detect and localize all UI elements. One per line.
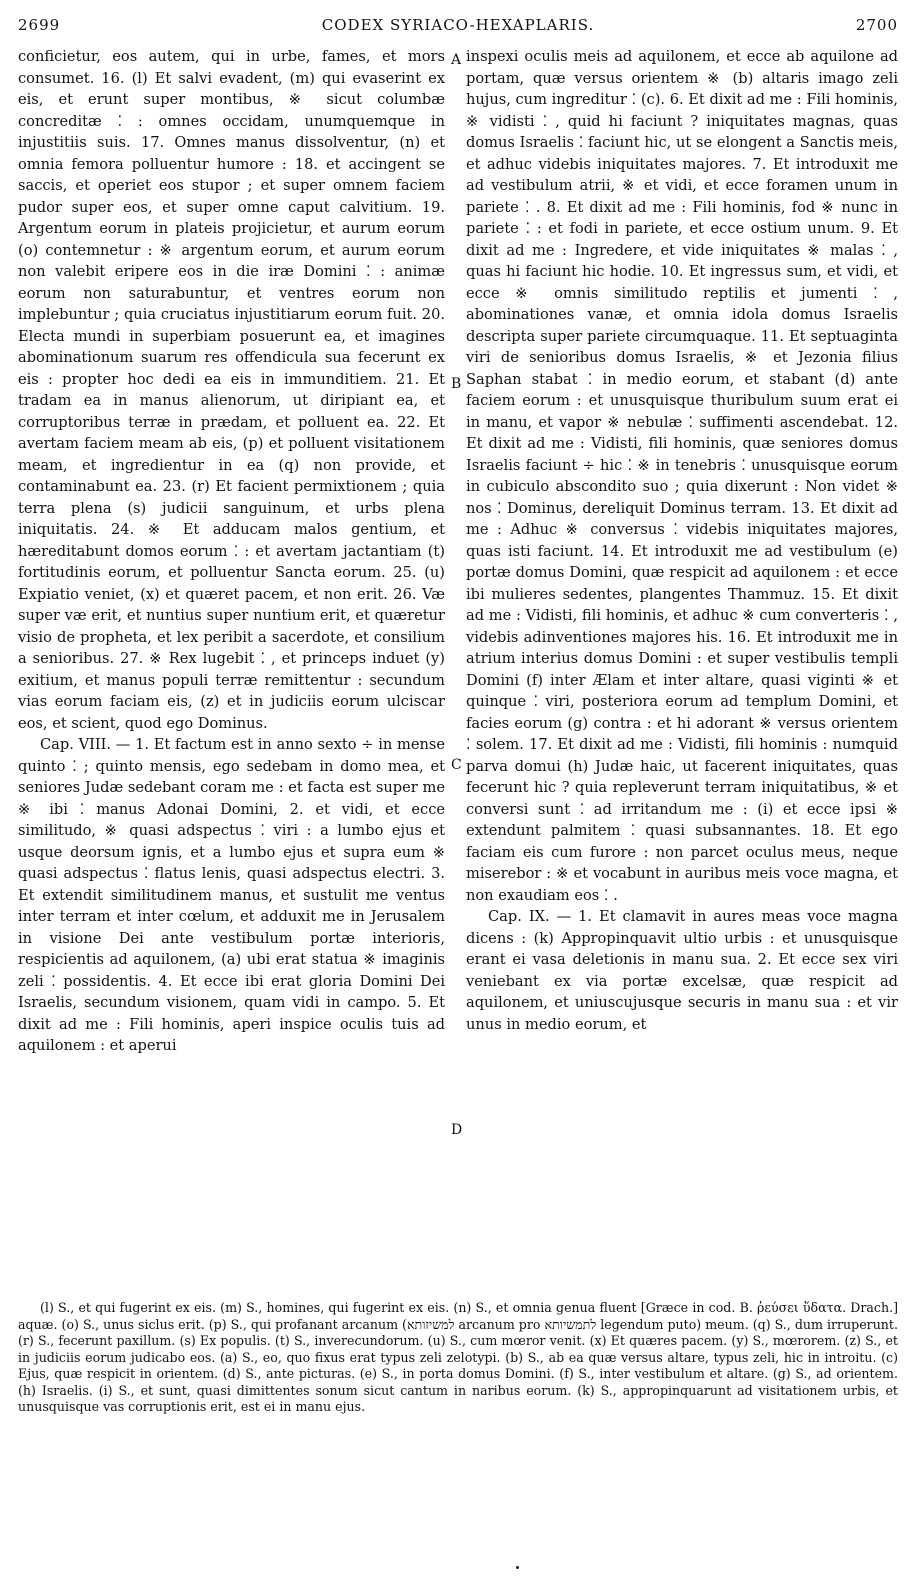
margin-mark-d: D xyxy=(451,1122,463,1138)
margin-mark-a: A xyxy=(451,52,462,68)
left-column xyxy=(18,46,445,1057)
page-number-right: 2700 xyxy=(855,16,898,34)
right-column xyxy=(466,46,898,1035)
stray-dot xyxy=(516,1566,519,1569)
footnotes-text: (l) S., et qui fugerint ex eis. (m) S., homines, qui fugerint ex eis. (n) S., et omnia genua fluent [Græce in cod. B. ῥεύσει ὕδατα. Drach.] aquæ. (o) S., unus siclus erit. (p) S., qui profanant arcanum (למשיזותא arcanum pro לתמשיותא legendum puto) meum. (q) S., dum irruperunt. (r) S., fecerunt paxillum. (s) Ex populis. (t) S., inverecundorum. (u) S., cum mœror venit. (x) Et quæres pacem. (y) S., mœrorem. (z) S., et in judiciis eorum judicabo eos. (a) S., eo, quo fixus erat typus zeli zelotypi. (b) S., ab ea quæ versus altare, typus zeli, hic in introitu. (c) Ejus, quæ respicit in orientem. (d) S., ante picturas. (e) S., in porta domus Domini. (f) S., inter vestibulum et altare. (g) S., ad orientem. (h) Israelis. (i) S., et sunt, quasi dimittentes sonum sicut cantum in naribus eorum. (k) S., appropinquarunt ad visitationem urbis, et unusquisque vas corruptionis erit, est ei in manu ejus. xyxy=(18,1300,898,1414)
page-number-left: 2699 xyxy=(18,16,61,34)
footnotes xyxy=(18,1300,898,1416)
left-paragraph-chapter-vii: conficietur, eos autem, qui in urbe, fames, et mors consumet. 16. (l) Et salvi evadent, (m) qui evaserint ex eis, et erunt super montibus, ※ sicut columbæ concreditæ ⁚ : omnes occidam, unumquemque in injustitiis suis. 17. Omnes manus dissolventur, (n) et omnia femora polluentur humore : 18. et accingent se saccis, et operiet eos stupor ; et super omnem faciem pudor super eos, et super omne caput calvitium. 19. Argentum eorum in plateis projicietur, et aurum eorum (o) contemnetur : ※ argentum eorum, et aurum eorum non valebit eripere eos in die iræ Domini ⁚ : animæ eorum non saturabuntur, et ventres eorum non implebuntur ; quia cruciatus injustitiarum eorum fuit. 20. Electa mundi in superbiam posuerunt ea, et imagines abominationum suarum res offendicula sua fecerunt ex eis : propter hoc dedi ea eis in immunditiem. 21. Et tradam ea in manus alienorum, ut diripiant ea, et corruptoribus terræ in prædam, et polluent ea. 22. Et avertam faciem meam ab eis, (p) et polluent visitationem meam, et ingredientur in ea (q) non provide, et contaminabunt ea. 23. (r) Et facient permixtionem ; quia terra plena (s) judicii sanguinum, et urbs plena iniquitatis. 24. ※ Et adducam malos gentium, et hæreditabunt domos eorum ⁚ : et avertam jactantiam (t) fortitudinis eorum, et polluentur Sancta eorum. 25. (u) Expiatio veniet, (x) et quæret pacem, et non erit. 26. Væ super væ erit, et nuntius super nuntium erit, et quæretur visio de propheta, et lex peribit a sacerdote, et consilium a senioribus. 27. ※ Rex lugebit ⁚ , et princeps induet (y) exitium, et manus populi terræ remittentur : secundum vias eorum faciam eis, (z) et in judiciis eorum ulciscar eos, et scient, quod ego Dominus. xyxy=(18,48,445,732)
left-paragraph-chapter-viii: Cap. VIII. — 1. Et factum est in anno sexto ÷ in mense quinto ⁚ ; quinto mensis, ego sedebam in domo mea, et seniores Judæ sedebant coram me : et facta est super me ※ ibi ⁚ manus Adonai Domini, 2. et vidi, et ecce similitudo, ※ quasi adspectus ⁚ viri : a lumbo ejus et usque deorsum ignis, et a lumbo ejus et supra eum ※ quasi adspectus ⁚ flatus lenis, quasi adspectus electri. 3. Et extendit similitudinem manus, et sustulit me ventus inter terram et inter cœlum, et adduxit me in Jerusalem in visione Dei ante vestibulum portæ interioris, respicientis ad aquilonem, (a) ubi erat statua ※ imaginis zeli ⁚ possidentis. 4. Et ecce ibi erat gloria Domini Dei Israelis, secundum visionem, quam vidi in campo. 5. Et dixit ad me : Fili hominis, aperi inspice oculis tuis ad aquilonem : et aperui xyxy=(18,736,445,1054)
right-paragraph-chapter-viii: inspexi oculis meis ad aquilonem, et ecce ab aquilone ad portam, quæ versus orientem ※ (b) altaris imago zeli hujus, cum ingreditur ⁚ (c). 6. Et dixit ad me : Fili hominis, ※ vidisti ⁚ , quid hi faciunt ? iniquitates magnas, quas domus Israelis ⁚ faciunt hic, ut se elongent a Sanctis meis, et adhuc videbis iniquitates majores. 7. Et introduxit me ad vestibulum atrii, ※ et vidi, et ecce foramen unum in pariete ⁚ . 8. Et dixit ad me : Fili hominis, fod ※ nunc in pariete ⁚ : et fodi in pariete, et ecce ostium unum. 9. Et dixit ad me : Ingredere, et vide iniquitates ※ malas ⁚ , quas hi faciunt hic hodie. 10. Et ingressus sum, et vidi, et ecce ※ omnis similitudo reptilis et jumenti ⁚ , abominationes vanæ, et omnia idola domus Israelis descripta super pariete circumquaque. 11. Et septuaginta viri de senioribus domus Israelis, ※ et Jezonia filius Saphan stabat ⁚ in medio eorum, et stabant (d) ante faciem eorum : et unusquisque thuribulum suum erat ei in manu, et vapor ※ nebulæ ⁚ suffimenti ascendebat. 12. Et dixit ad me : Vidisti, fili hominis, quæ seniores domus Israelis faciunt ÷ hic ⁚ ※ in tenebris ⁚ unusquisque eorum in cubiculo abscondito suo ; quia dixerunt : Non videt ※ nos ⁚ Dominus, dereliquit Dominus terram. 13. Et dixit ad me : Adhuc ※ conversus ⁚ videbis iniquitates majores, quas isti faciunt. 14. Et introduxit me ad vestibulum (e) portæ domus Domini, quæ respicit ad aquilonem : et ecce ibi mulieres sedentes, plangentes Thammuz. 15. Et dixit ad me : Vidisti, fili hominis, et adhuc ※ cum converteris ⁚ , videbis adinventiones majores his. 16. Et introduxit me in atrium interius domus Domini : et super vestibulis templi Domini (f) inter Ælam et inter altare, quasi viginti ※ et quinque ⁚ viri, posteriora eorum ad templum Domini, et facies eorum (g) contra : et hi adorant ※ versus orientem ⁚ solem. 17. Et dixit ad me : Vidisti, fili hominis : numquid parva domui (h) Judæ haic, ut facerent iniquitates, quas fecerunt hic ? quia repleverunt terram iniquitatibus, ※ et conversi sunt ⁚ ad irritandum me : (i) et ecce ipsi ※ extendunt palmitem ⁚ quasi subsannantes. 18. Et ego faciam eis cum furore : non parcet oculus meus, neque miserebor : ※ et vocabunt in auribus meis voce magna, et non exaudiam eos ⁚ . xyxy=(466,48,898,904)
margin-mark-c: C xyxy=(451,757,462,773)
margin-mark-b: B xyxy=(451,376,462,392)
running-header xyxy=(18,16,898,42)
right-paragraph-chapter-ix: Cap. IX. — 1. Et clamavit in aures meas voce magna dicens : (k) Appropinquavit ultio urbis : et unusquisque erant ei vasa deletionis in manu sua. 2. Et ecce sex viri veniebant ex via portæ excelsæ, quæ respicit ad aquilonem, et uniuscujusque securis in manu sua : et vir unus in medio eorum, et xyxy=(466,908,898,1033)
running-title: CODEX SYRIACO-HEXAPLARIS. xyxy=(321,16,595,34)
